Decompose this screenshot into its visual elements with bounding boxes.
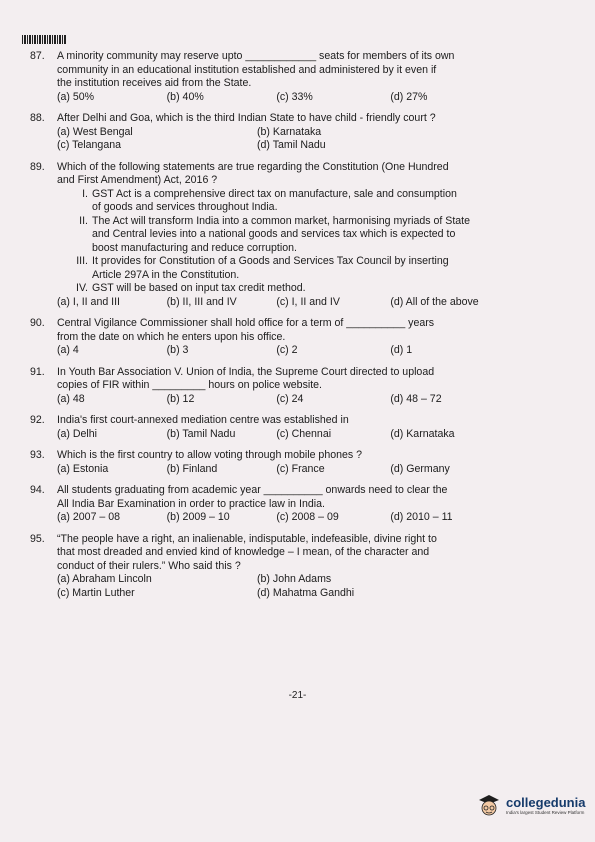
question-90 <box>30 317 500 358</box>
statement-line: It provides for Constitution of a Goods and Services Tax Council by inserting <box>92 255 449 267</box>
option-a: (a) Abraham Lincoln <box>57 573 152 585</box>
option-b: (b) 40% <box>166 90 204 103</box>
options-grid <box>57 573 500 600</box>
option-b: (b) Karnataka <box>257 125 322 138</box>
question-text-line: “The people have a right, an inalienable, indisputable, indefeasible, divine right to <box>57 532 437 545</box>
options-grid <box>57 126 500 153</box>
option-a: (a) Estonia <box>57 462 109 475</box>
options-row <box>57 463 500 477</box>
option-b: (b) 12 <box>166 392 195 405</box>
statement-line: GST will be based on input tax credit method. <box>92 282 306 294</box>
option-b: (b) 2009 – 10 <box>166 511 230 523</box>
option-d: (d) 48 – 72 <box>390 392 442 405</box>
question-text-line: the institution receives aid from the State. <box>57 77 252 89</box>
option-c: (c) 2 <box>276 344 298 356</box>
option-c: (c) Chennai <box>276 427 332 440</box>
question-list <box>30 50 500 608</box>
question-number: 91. <box>30 365 45 378</box>
option-d: (d) 2010 – 11 <box>390 511 453 523</box>
question-text-line: that most dreaded and envied kind of knowledge – I mean, of the character and <box>57 546 430 558</box>
option-a: (a) West Bengal <box>57 125 133 138</box>
option-b: (b) Finland <box>166 462 218 475</box>
option-c: (c) France <box>276 462 325 475</box>
question-text-line: conduct of their rulers.” Who said this ? <box>57 559 241 572</box>
statement-line: boost manufacturing and reduce corruption. <box>92 241 297 254</box>
statement-1 <box>71 188 500 215</box>
question-93 <box>30 449 500 476</box>
statement-2 <box>71 215 500 256</box>
statement-numeral: III. <box>76 255 88 267</box>
statement-numeral: I. <box>82 187 88 200</box>
question-text-line: from the date on which he enters upon his office. <box>57 330 286 343</box>
question-text-line: Which is the first country to allow voting through mobile phones ? <box>57 449 363 461</box>
question-text-line: All India Bar Examination in order to practice law in India. <box>57 497 325 510</box>
question-text-line: All students graduating from academic year __________ onwards need to clear the <box>57 484 448 496</box>
statement-line: Article 297A in the Constitution. <box>92 268 240 281</box>
mascot-icon <box>476 792 502 818</box>
statement-list <box>71 188 500 296</box>
question-text-line: Central Vigilance Commissioner shall hold office for a term of __________ years <box>57 317 435 329</box>
statement-line: and Central levies into a national goods and services tax which is expected to <box>92 228 456 240</box>
question-text-line: A minority community may reserve upto ____________ seats for members of its own <box>57 50 455 62</box>
option-c: (c) Telangana <box>57 139 121 151</box>
options-row <box>57 91 500 105</box>
question-88 <box>30 112 500 153</box>
question-94 <box>30 484 500 525</box>
question-95 <box>30 533 500 601</box>
barcode <box>22 35 66 44</box>
option-d: (d) All of the above <box>390 295 479 308</box>
options-row <box>57 393 500 407</box>
option-a: (a) 50% <box>57 90 95 103</box>
question-91 <box>30 366 500 407</box>
question-text-line: In Youth Bar Association V. Union of India, the Supreme Court directed to upload <box>57 365 435 378</box>
statement-4 <box>71 282 500 296</box>
options-row <box>57 428 500 442</box>
option-d: (d) 1 <box>390 344 413 356</box>
option-c: (c) 33% <box>276 90 313 103</box>
option-a: (a) 2007 – 08 <box>57 511 121 523</box>
question-number: 89. <box>30 160 45 173</box>
question-87 <box>30 50 500 104</box>
page-number: -21- <box>288 690 307 701</box>
option-c: (c) Martin Luther <box>57 586 135 599</box>
options-row <box>57 511 500 525</box>
collegedunia-logo <box>476 792 585 818</box>
option-d: (d) Karnataka <box>390 427 455 440</box>
question-text-line: India's first court-annexed mediation centre was established in <box>57 414 349 426</box>
question-92 <box>30 414 500 441</box>
question-text-line: Which of the following statements are true regarding the Constitution (One Hundred <box>57 160 449 173</box>
option-b: (b) John Adams <box>257 573 332 585</box>
logo-tagline: India's largest Student Review Platform <box>506 810 585 815</box>
option-b: (b) 3 <box>166 344 189 356</box>
statement-line: of goods and services throughout India. <box>92 201 278 213</box>
question-text-line: After Delhi and Goa, which is the third Indian State to have child - friendly court ? <box>57 112 436 124</box>
question-89 <box>30 161 500 310</box>
statement-numeral: IV. <box>76 282 88 294</box>
statement-line: GST Act is a comprehensive direct tax on manufacture, sale and consumption <box>92 187 457 200</box>
question-number: 95. <box>30 532 45 545</box>
option-a: (a) I, II and III <box>57 295 120 308</box>
question-text-line: community in an educational institution established and administered by it even if <box>57 63 437 76</box>
option-c: (c) 24 <box>276 392 304 405</box>
statement-line: The Act will transform India into a common market, harmonising myriads of State <box>92 214 470 227</box>
option-d: (d) Germany <box>390 462 450 475</box>
option-d: (d) 27% <box>390 90 428 103</box>
options-row <box>57 296 500 310</box>
option-c: (c) 2008 – 09 <box>276 511 339 523</box>
question-number: 88. <box>30 112 45 124</box>
statement-numeral: II. <box>79 214 88 227</box>
logo-name: collegedunia <box>506 795 586 810</box>
question-text-line: copies of FIR within _________ hours on police website. <box>57 379 323 391</box>
question-number: 94. <box>30 484 45 496</box>
option-b: (b) II, III and IV <box>166 295 237 308</box>
option-d: (d) Tamil Nadu <box>257 139 326 151</box>
question-number: 92. <box>30 414 45 426</box>
statement-3 <box>71 255 500 282</box>
question-text-line: and First Amendment) Act, 2016 ? <box>57 174 218 186</box>
question-number: 93. <box>30 449 45 461</box>
question-number: 90. <box>30 317 45 329</box>
option-b: (b) Tamil Nadu <box>166 427 236 440</box>
question-number: 87. <box>30 50 45 62</box>
option-a: (a) 4 <box>57 344 79 356</box>
options-row <box>57 344 500 358</box>
option-d: (d) Mahatma Gandhi <box>257 586 355 599</box>
option-a: (a) 48 <box>57 392 85 405</box>
option-c: (c) I, II and IV <box>276 295 340 308</box>
option-a: (a) Delhi <box>57 427 98 440</box>
